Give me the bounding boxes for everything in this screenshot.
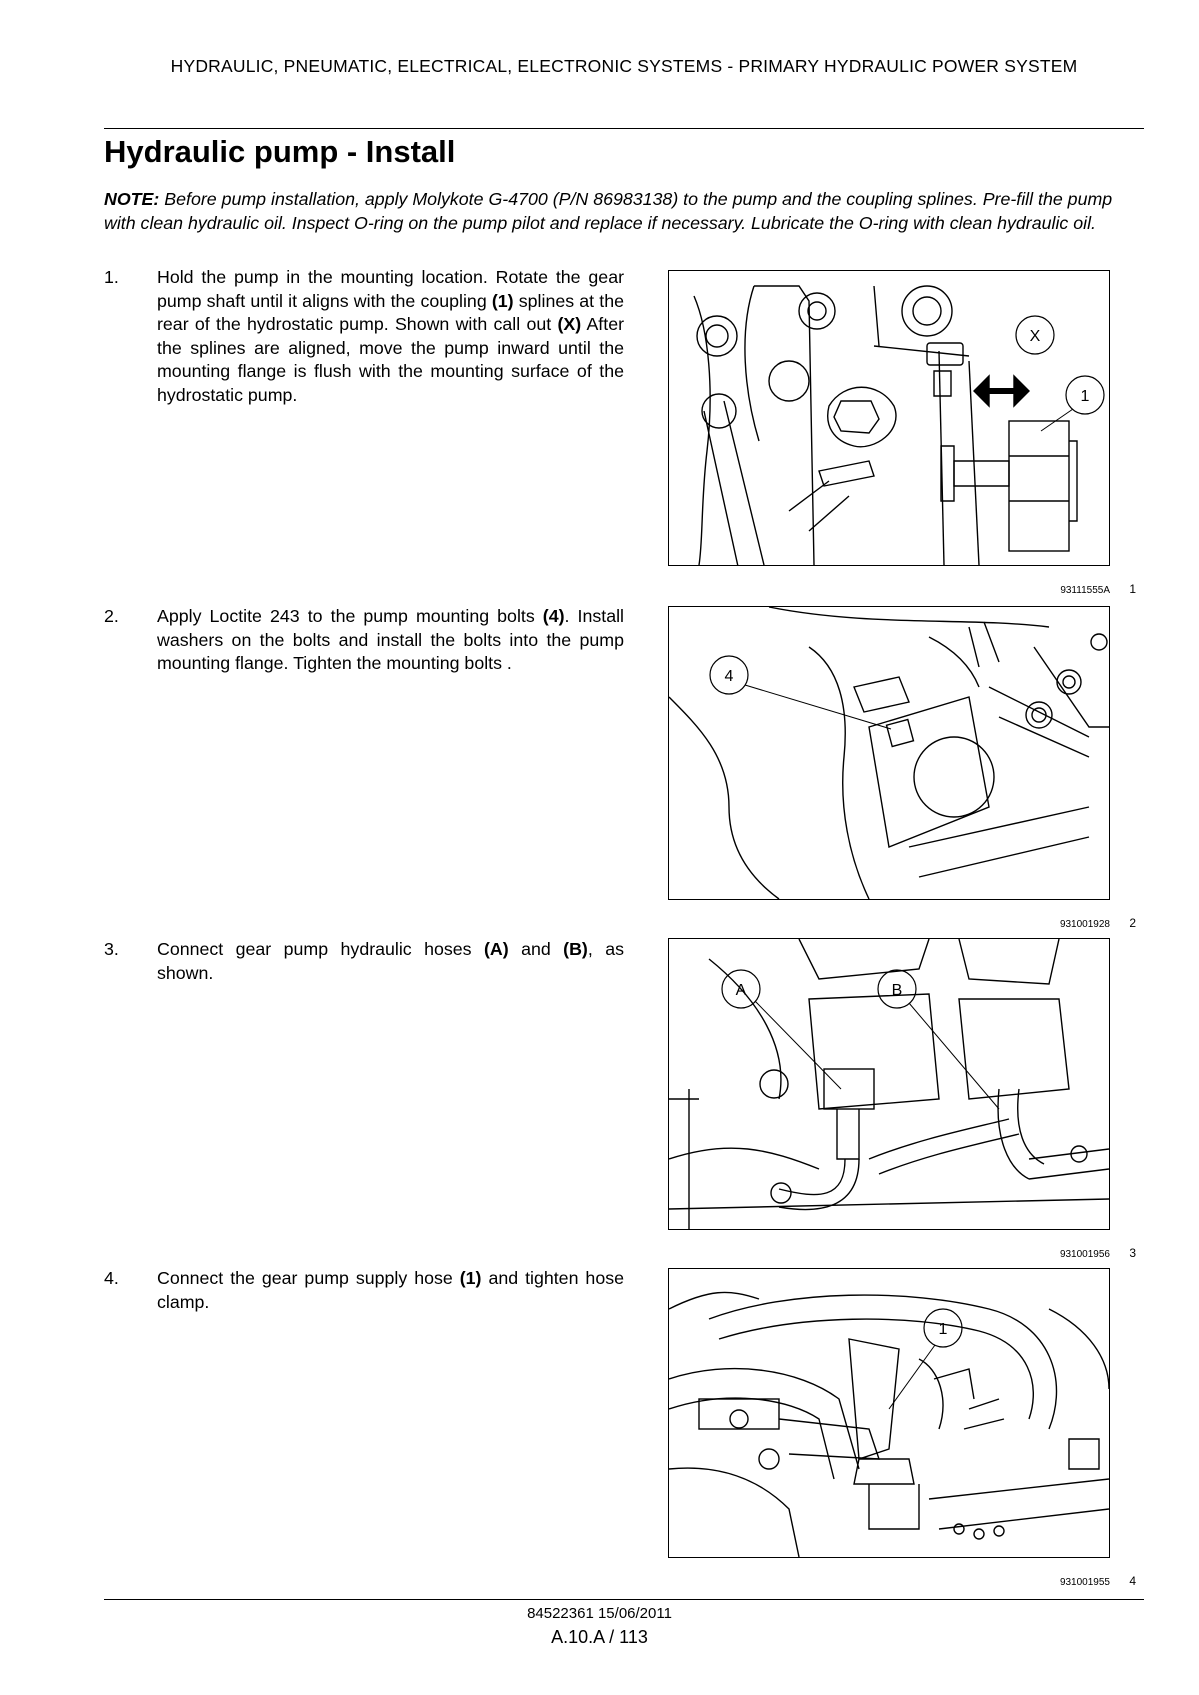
step-text-part: splines at the rear of the hydrostatic pump. Shown with call out [157,290,624,334]
footer-doc-number: 84522361 15/06/2011 [527,1605,672,1622]
step-text [157,1267,624,1314]
callout-ref: (4) [542,606,565,626]
note-text: Before pump installation, apply Molykote G-4700 (P/N 86983138) to the pump and the coupling splines. Pre-fill the pump with clean hydraulic oil. Inspect O-ring on the pump pilot and replace if necessary. Lubricate the O-ring with clean hydraulic oil. [104,189,1113,233]
figure-code: 931001928 [1059,919,1110,930]
callout-ref: (B) [563,939,588,959]
step-number: 3. [104,939,119,959]
svg-text:A: A [735,982,747,999]
step-text [157,605,624,676]
step-text-part: After the splines are aligned, move the pump inward until the mounting flange is flush with the mounting surface of the hydrostatic pump. [157,314,625,405]
step-text-part: . Install washers on the bolts and install the bolts into the pump mounting flange. Tighten the mounting bolts . [157,606,624,673]
figure-3-illustration [668,938,1110,1230]
note-paragraph [104,188,1144,235]
step-number: 2. [104,606,119,626]
header-rule [104,128,1144,129]
figure-1-illustration [668,270,1110,566]
step-1 [104,266,624,407]
figure-code: 93111555A [1060,585,1110,596]
step-text-part: Connect the gear pump supply hose [157,1268,460,1288]
note-label: NOTE: [104,189,160,209]
step-text-part: Connect gear pump hydraulic hoses [157,939,484,959]
step-number: 1. [104,267,119,287]
step-text-part: and [508,939,564,959]
step-text-part: Apply Loctite 243 to the pump mounting bolts [157,606,543,626]
figure-number: 4 [1129,1574,1136,1588]
step-number: 4. [104,1268,119,1288]
svg-text:B: B [891,982,903,999]
svg-text:1: 1 [1080,388,1090,405]
callout-ref: (A) [483,939,509,959]
step-3 [104,938,624,985]
step-text-part: and tighten hose clamp. [157,1268,624,1312]
figure-number: 1 [1129,582,1136,596]
step-text-part: , as shown. [157,939,624,983]
svg-text:X: X [1029,328,1041,345]
figure-code: 931001955 [1059,1577,1110,1588]
step-4 [104,1267,624,1314]
svg-text:1: 1 [938,1321,948,1338]
footer-rule [104,1599,1144,1600]
figure-3-caption [668,1246,1136,1260]
callout-ref: (X) [557,314,582,334]
page-header: HYDRAULIC, PNEUMATIC, ELECTRICAL, ELECTRONIC SYSTEMS - PRIMARY HYDRAULIC POWER SYSTEM [170,56,1078,76]
callout-ref: (1) [491,290,514,311]
figure-code: 931001956 [1059,1249,1110,1260]
page-title: Hydraulic pump - Install [104,134,456,169]
figure-2-caption [668,916,1136,930]
figure-4-illustration [668,1268,1110,1558]
step-text-part: Hold the pump in the mounting location. Rotate the gear pump shaft until it aligns with the coupling [157,267,624,311]
figure-number: 3 [1129,1246,1136,1260]
figure-1-caption [668,582,1136,596]
figure-4-caption [668,1574,1136,1588]
step-text [157,938,624,985]
step-text [157,266,624,407]
footer-page-number: A.10.A / 113 [551,1627,648,1647]
svg-text:4: 4 [724,668,734,685]
figure-2-illustration [668,606,1110,900]
figure-number: 2 [1129,916,1136,930]
callout-ref: (1) [459,1268,482,1288]
step-2 [104,605,624,676]
